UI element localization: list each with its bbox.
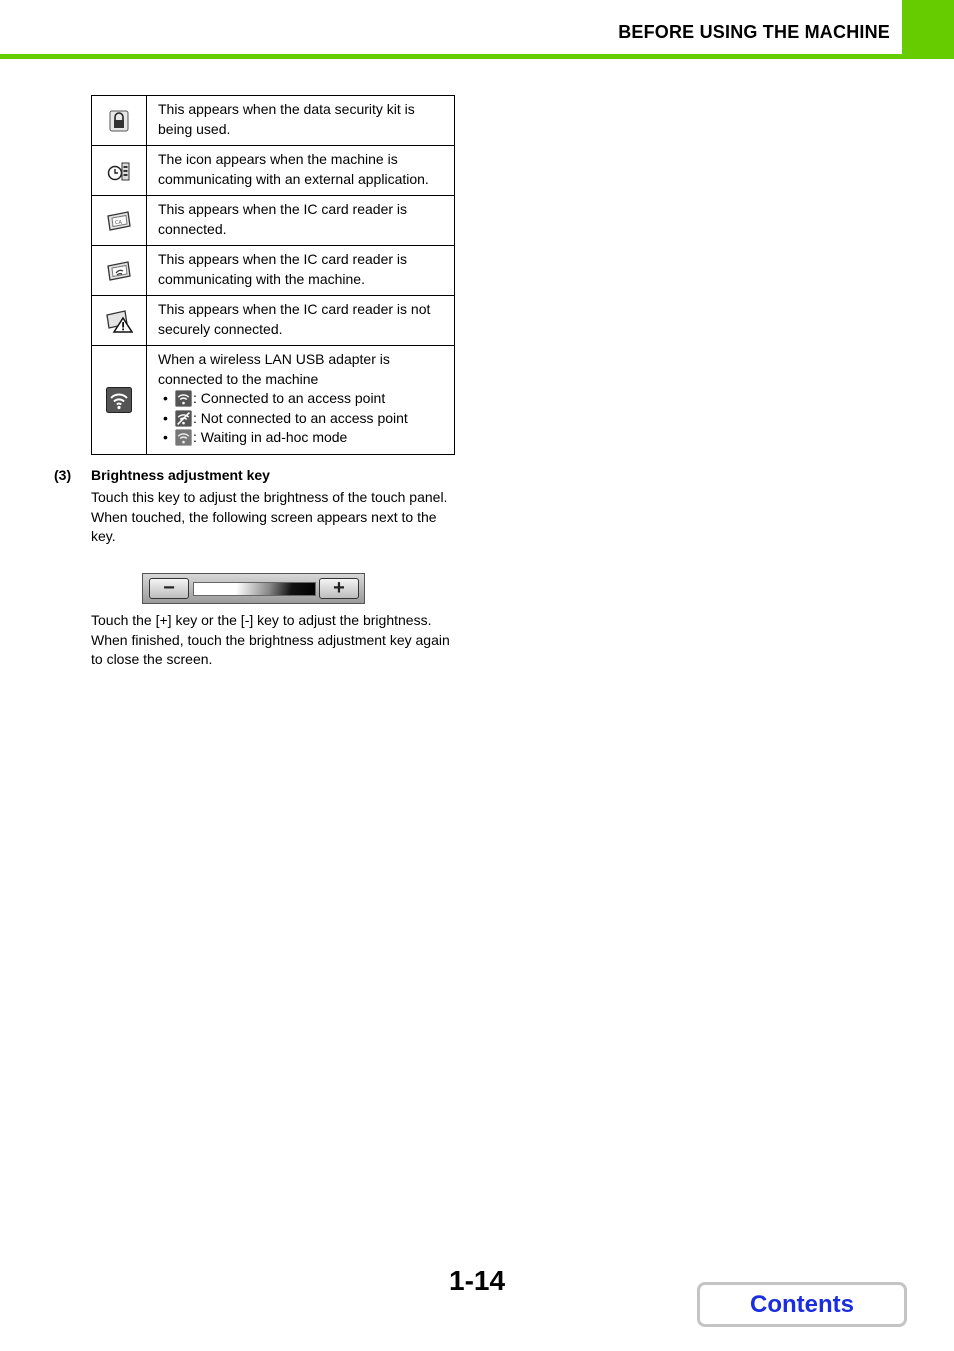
bullet: • (163, 390, 168, 406)
list-item (158, 409, 444, 429)
wifi-icon (106, 387, 132, 413)
wifi-not-connected-icon (175, 410, 192, 427)
page-number: 1-14 (449, 1265, 506, 1296)
wifi-connected-icon (175, 390, 192, 407)
wifi-adhoc-icon (175, 429, 192, 446)
brightness-adjustment-screen (142, 573, 365, 604)
icon-cell (92, 96, 147, 146)
table-row (92, 246, 455, 296)
brightness-minus-button[interactable]: − (149, 578, 189, 599)
ic-card-communicating-icon (106, 260, 132, 282)
list-item (158, 389, 444, 409)
header-title: BEFORE USING THE MACHINE (618, 22, 890, 42)
icon-description: This appears when the IC card reader is connected. (147, 196, 455, 246)
bullet: • (163, 409, 168, 426)
wireless-intro: When a wireless LAN USB adapter is connected to the machine (158, 351, 390, 387)
icon-cell (92, 146, 147, 196)
section-paragraph: Touch the [+] key or the [-] key to adjust the brightness. When finished, touch the brightness adjustment key again to close the screen. (91, 612, 450, 667)
bullet: • (163, 429, 168, 445)
ic-card-reader-icon (106, 210, 132, 232)
wireless-status-text: : Connected to an access point (193, 390, 386, 406)
list-item (158, 428, 444, 448)
section-title: Brightness adjustment key (91, 467, 270, 483)
ic-card-warning-icon (105, 309, 133, 333)
table-row (92, 146, 455, 196)
table-row (92, 296, 455, 346)
section-paragraph: Touch this key to adjust the brightness of the touch panel. When touched, the following screen appears next to the key. (91, 489, 448, 544)
table-row (92, 196, 455, 246)
header-accent-block (902, 0, 954, 59)
icon-description: This appears when the IC card reader is communicating with the machine. (147, 246, 455, 296)
icon-description: This appears when the data security kit is being used. (147, 96, 455, 146)
table-row (92, 96, 455, 146)
section-number: (3) (54, 467, 72, 483)
contents-button[interactable]: Contents (697, 1282, 907, 1327)
icon-cell (92, 196, 147, 246)
brightness-level-bar (193, 582, 316, 596)
wireless-status-text: : Not connected to an access point (193, 409, 408, 426)
icon-description: This appears when the IC card reader is not securely connected. (147, 296, 455, 346)
external-app-icon (107, 160, 131, 182)
status-icon-table (91, 95, 455, 455)
table-row (92, 346, 455, 455)
wireless-status-list (158, 389, 444, 448)
header-rule (0, 54, 954, 59)
icon-description: The icon appears when the machine is communicating with an external application. (147, 146, 455, 196)
icon-cell (92, 296, 147, 346)
wireless-description (147, 346, 455, 455)
wireless-status-text: : Waiting in ad-hoc mode (193, 429, 348, 445)
svg-text:CA: CA (115, 219, 122, 226)
icon-cell (92, 246, 147, 296)
icon-cell (92, 346, 147, 455)
brightness-plus-button[interactable]: + (319, 578, 359, 599)
lock-icon (109, 110, 129, 132)
